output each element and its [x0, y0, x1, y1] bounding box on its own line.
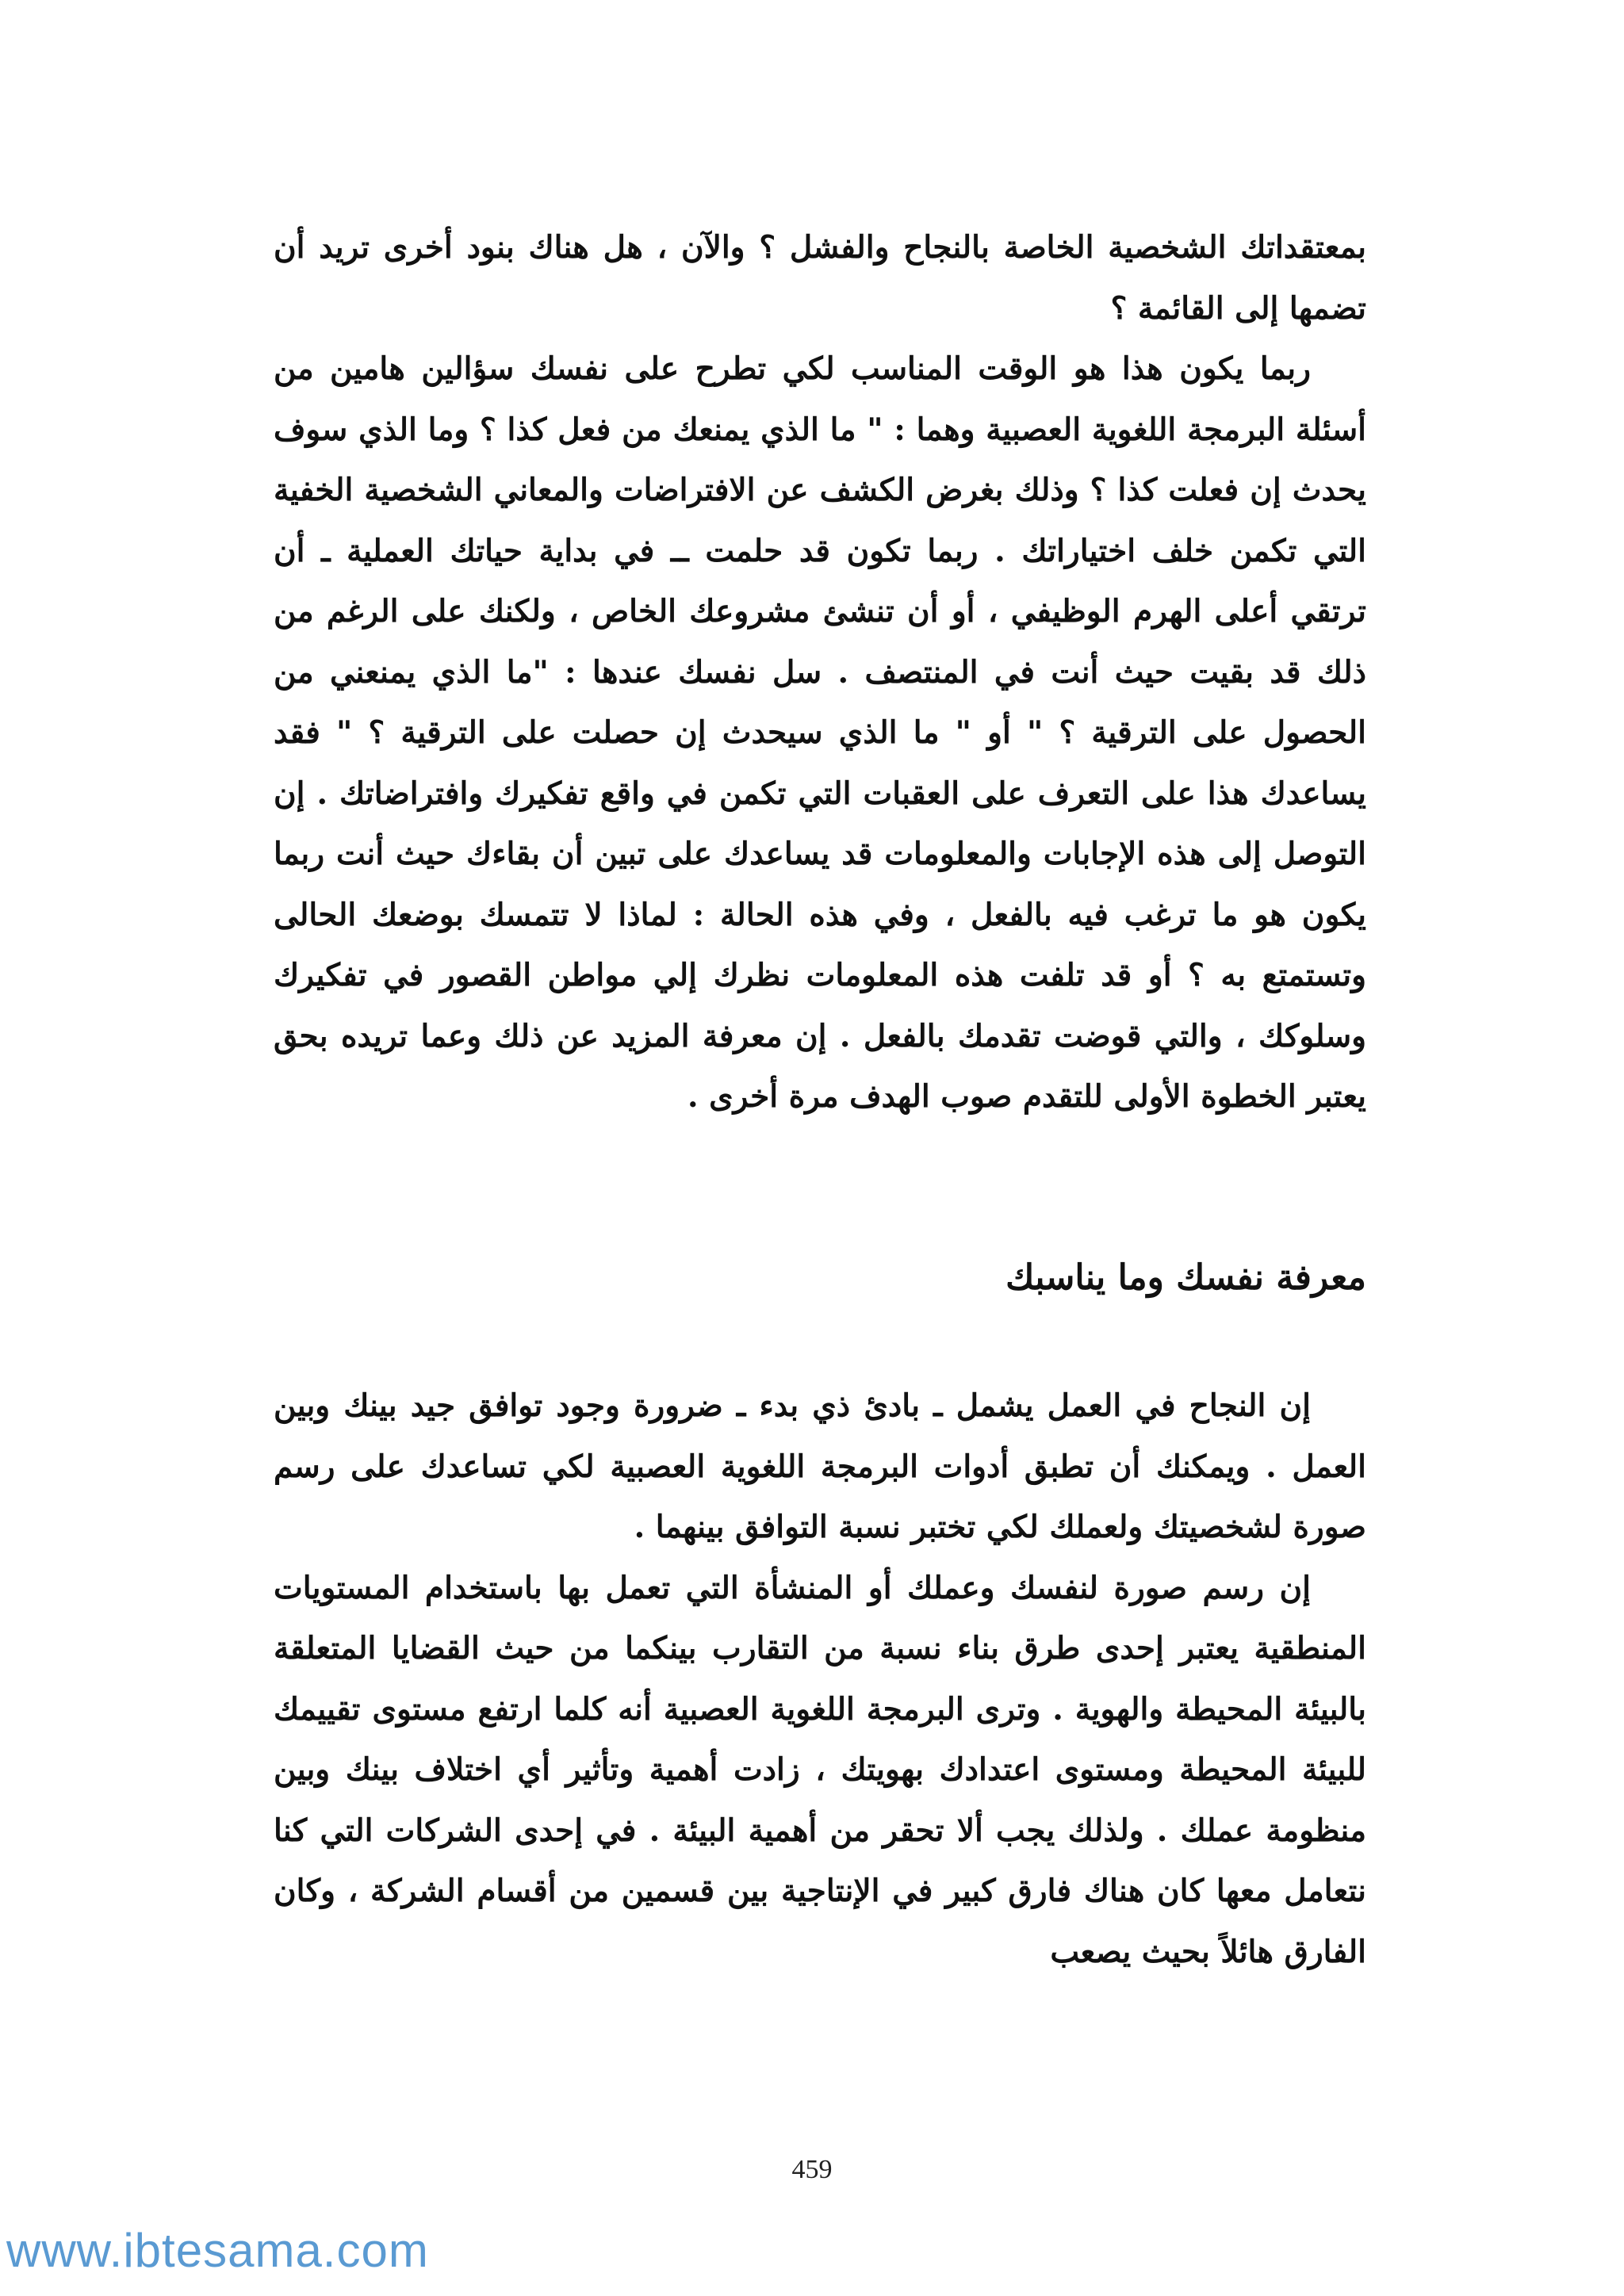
paragraph-continuation: بمعتقداتك الشخصية الخاصة بالنجاح والفشل ؟ والآن ، هل هناك بنود أخرى تريد أن تضمها إلى القائمة ؟ [274, 229, 1366, 327]
paragraph-nlp-questions: ربما يكون هذا هو الوقت المناسب لكي تطرح على نفسك سؤالين هامين من أسئلة البرمجة اللغوية العصبية وهما : " ما الذي يمنعك من فعل كذا ؟ وما الذي سوف يحدث إن فعلت كذا ؟ وذلك بغرض الكشف عن الافتراضات والمعاني الشخصية الخفية التي تكمن خلف اختياراتك . ربما تكون قد حلمت ــ في بداية حياتك العملية ـ أن ترتقي أعلى الهرم الوظيفي ، أو أن تنشئ مشروعك الخاص ، ولكنك على الرغم من ذلك قد بقيت حيث أنت في المنتصف . سل نفسك عندها : "ما الذي يمنعني من الحصول على الترقية ؟ " أو " ما الذي سيحدث إن حصلت على الترقية ؟ " فقد يساعدك هذا على التعرف على العقبات التي تكمن في واقع تفكيرك وافتراضاتك . إن التوصل إلى هذه الإجابات والمعلومات قد يساعدك على تبين أن بقاءك حيث أنت ربما يكون هو ما ترغب فيه بالفعل ، وفي هذه الحالة : لماذا لا تتمسك بوضعك الحالى وتستمتع به ؟ أو قد تلفت هذه المعلومات نظرك إلي مواطن القصور في تفكيرك وسلوكك ، والتي قوضت تقدمك بالفعل . إن معرفة المزيد عن ذلك وعما تريده بحق يعتبر الخطوة الأولى للتقدم صوب الهدف مرة أخرى . [274, 350, 1366, 1115]
paragraph-work-fit: إن النجاح في العمل يشمل ـ بادئ ذي بدء ـ ضرورة وجود توافق جيد بينك وبين العمل . ويمكنك أن تطبق أدوات البرمجة اللغوية العصبية لكي تساعدك على رسم صورة لشخصيتك ولعملك لكي تختبر نسبة التوافق بينهما . [274, 1387, 1366, 1545]
body-text-bottom [274, 1376, 1366, 1982]
section-heading: معرفة نفسك وما يناسبك [1005, 1257, 1366, 1298]
body-text-top [274, 217, 1366, 1127]
page-number: 459 [791, 2155, 833, 2184]
watermark-url: www.ibtesama.com [6, 2224, 429, 2277]
paragraph-logical-levels: إن رسم صورة لنفسك وعملك أو المنشأة التي تعمل بها باستخدام المستويات المنطقية يعتبر إحدى طرق بناء نسبة من التقارب بينكما من حيث القضايا المتعلقة بالبيئة المحيطة والهوية . وترى البرمجة اللغوية العصبية أنه كلما ارتفع مستوى تقييمك للبيئة المحيطة ومستوى اعتدادك بهويتك ، زادت أهمية وتأثير أي اختلاف بينك وبين منظومة عملك . ولذلك يجب ألا تحقر من أهمية البيئة . في إحدى الشركات التي كنا نتعامل معها كان هناك فارق كبير في الإنتاجية بين قسمين من أقسام الشركة ، وكان الفارق هائلاً بحيث يصعب [274, 1569, 1366, 1970]
